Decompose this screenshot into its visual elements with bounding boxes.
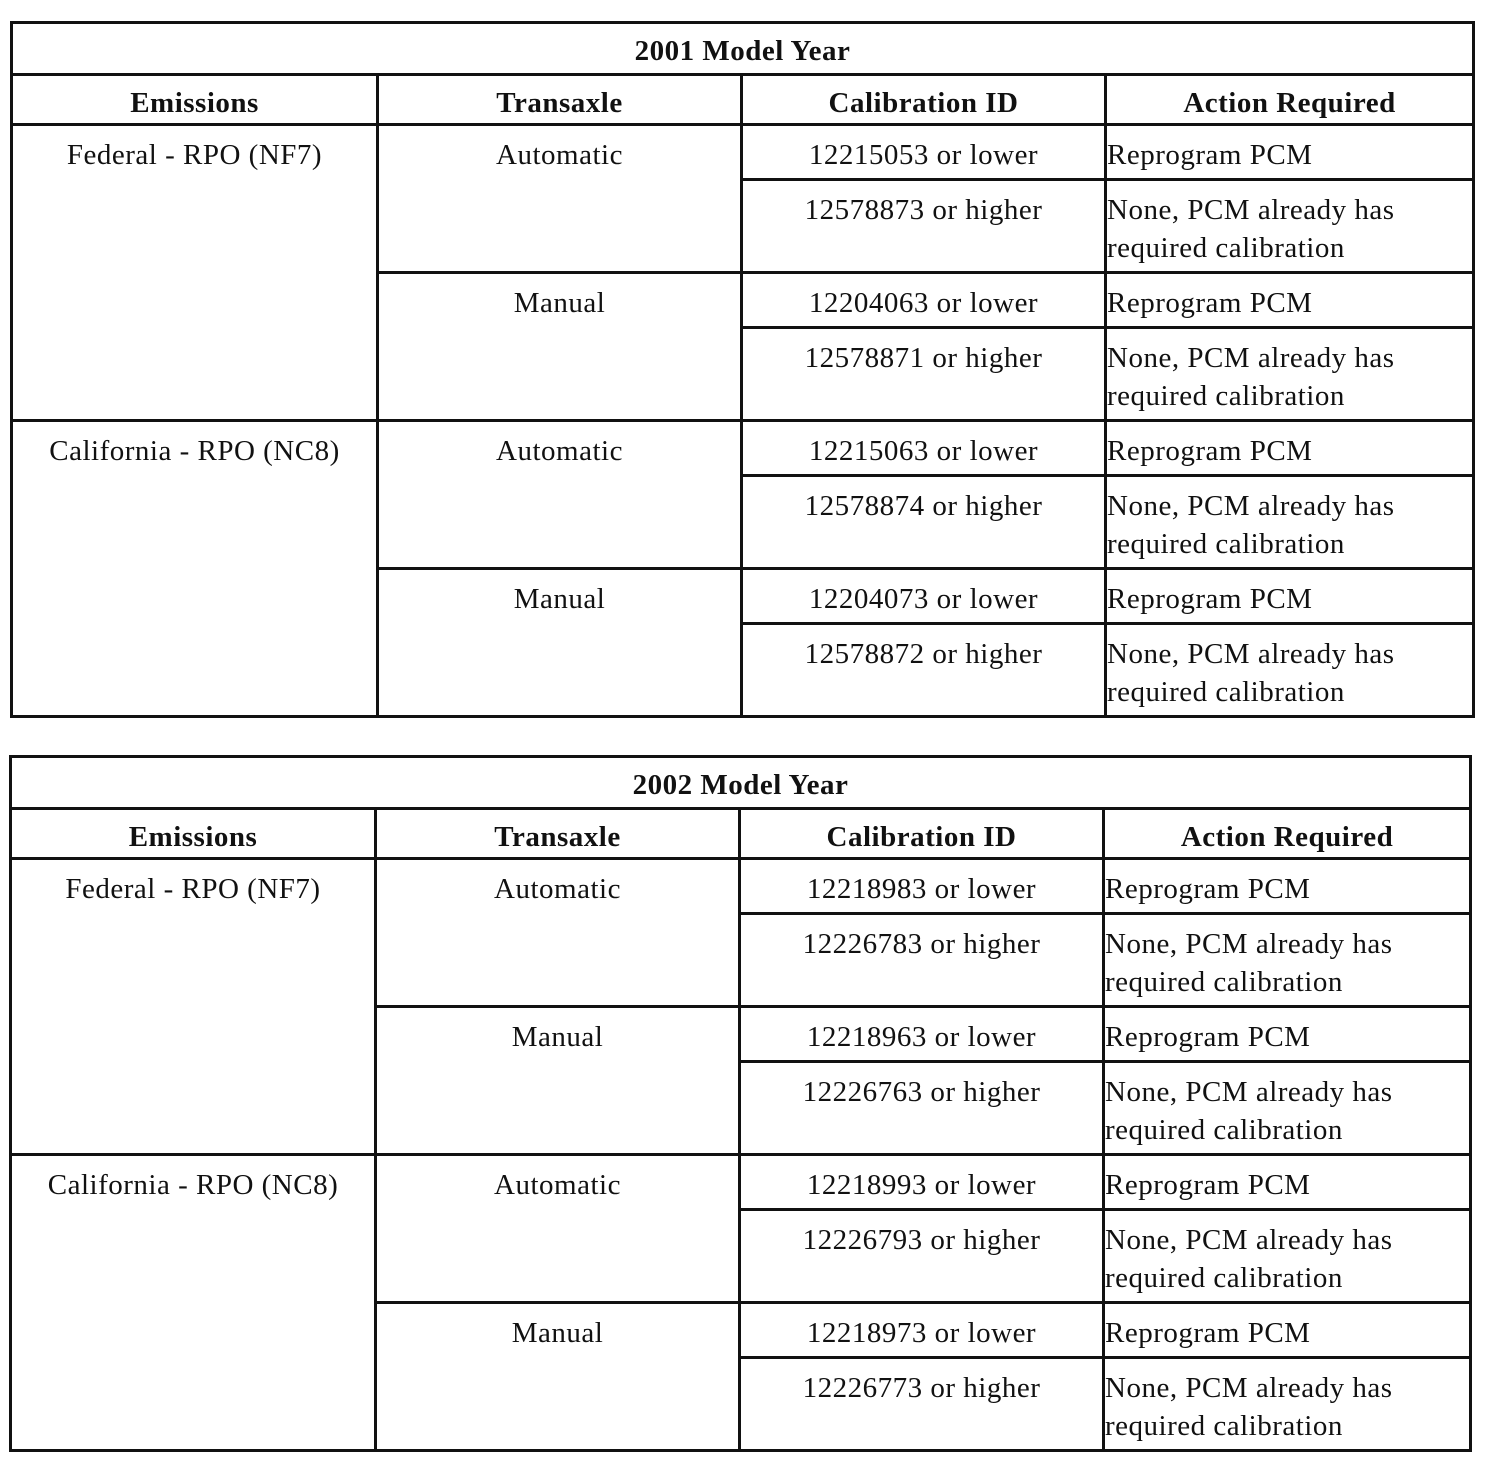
transaxle-cell: Manual	[378, 273, 742, 421]
column-header-action-required: Action Required	[1104, 809, 1471, 859]
table-row	[11, 859, 1471, 914]
transaxle-cell: Manual	[376, 1303, 740, 1451]
transaxle-cell: Automatic	[378, 421, 742, 569]
column-header-emissions: Emissions	[12, 75, 378, 125]
calibration-id-cell: 12226773 or higher	[740, 1358, 1104, 1451]
emissions-cell: California - RPO (NC8)	[11, 1155, 376, 1451]
calibration-id-cell: 12578874 or higher	[742, 476, 1106, 569]
transaxle-cell: Manual	[376, 1007, 740, 1155]
action-cell: Reprogram PCM	[1106, 273, 1474, 328]
action-cell: Reprogram PCM	[1104, 1303, 1471, 1358]
calibration-id-cell: 12218983 or lower	[740, 859, 1104, 914]
action-cell: Reprogram PCM	[1104, 1007, 1471, 1062]
column-header-action-required: Action Required	[1106, 75, 1474, 125]
column-header-transaxle: Transaxle	[378, 75, 742, 125]
calibration-id-cell: 12578871 or higher	[742, 328, 1106, 421]
action-cell: None, PCM already has required calibration	[1104, 914, 1471, 1007]
action-cell: Reprogram PCM	[1106, 569, 1474, 624]
column-header-emissions: Emissions	[11, 809, 376, 859]
action-cell: None, PCM already has required calibration	[1106, 624, 1474, 717]
table-row	[12, 421, 1474, 476]
action-cell: None, PCM already has required calibration	[1106, 180, 1474, 273]
table-title: 2002 Model Year	[11, 757, 1471, 809]
action-cell: None, PCM already has required calibration	[1106, 328, 1474, 421]
calibration-id-cell: 12218963 or lower	[740, 1007, 1104, 1062]
calibration-id-cell: 12215063 or lower	[742, 421, 1106, 476]
transaxle-cell: Manual	[378, 569, 742, 717]
table-title: 2001 Model Year	[12, 23, 1474, 75]
calibration-table-2002	[9, 755, 1472, 1452]
action-cell: Reprogram PCM	[1104, 1155, 1471, 1210]
calibration-table-2001	[10, 21, 1475, 718]
action-cell: Reprogram PCM	[1106, 421, 1474, 476]
calibration-id-cell: 12226783 or higher	[740, 914, 1104, 1007]
transaxle-cell: Automatic	[378, 125, 742, 273]
calibration-id-cell: 12226763 or higher	[740, 1062, 1104, 1155]
action-cell: None, PCM already has required calibration	[1104, 1210, 1471, 1303]
transaxle-cell: Automatic	[376, 859, 740, 1007]
action-cell: None, PCM already has required calibration	[1104, 1358, 1471, 1451]
emissions-cell: Federal - RPO (NF7)	[12, 125, 378, 421]
calibration-id-cell: 12578872 or higher	[742, 624, 1106, 717]
emissions-cell: Federal - RPO (NF7)	[11, 859, 376, 1155]
calibration-id-cell: 12204063 or lower	[742, 273, 1106, 328]
column-header-calibration-id: Calibration ID	[740, 809, 1104, 859]
calibration-id-cell: 12226793 or higher	[740, 1210, 1104, 1303]
column-header-transaxle: Transaxle	[376, 809, 740, 859]
calibration-id-cell: 12215053 or lower	[742, 125, 1106, 180]
action-cell: Reprogram PCM	[1106, 125, 1474, 180]
calibration-id-cell: 12578873 or higher	[742, 180, 1106, 273]
calibration-id-cell: 12204073 or lower	[742, 569, 1106, 624]
action-cell: None, PCM already has required calibration	[1104, 1062, 1471, 1155]
action-cell: None, PCM already has required calibration	[1106, 476, 1474, 569]
action-cell: Reprogram PCM	[1104, 859, 1471, 914]
emissions-cell: California - RPO (NC8)	[12, 421, 378, 717]
calibration-id-cell: 12218993 or lower	[740, 1155, 1104, 1210]
transaxle-cell: Automatic	[376, 1155, 740, 1303]
column-header-calibration-id: Calibration ID	[742, 75, 1106, 125]
calibration-id-cell: 12218973 or lower	[740, 1303, 1104, 1358]
table-row	[12, 125, 1474, 180]
table-row	[11, 1155, 1471, 1210]
